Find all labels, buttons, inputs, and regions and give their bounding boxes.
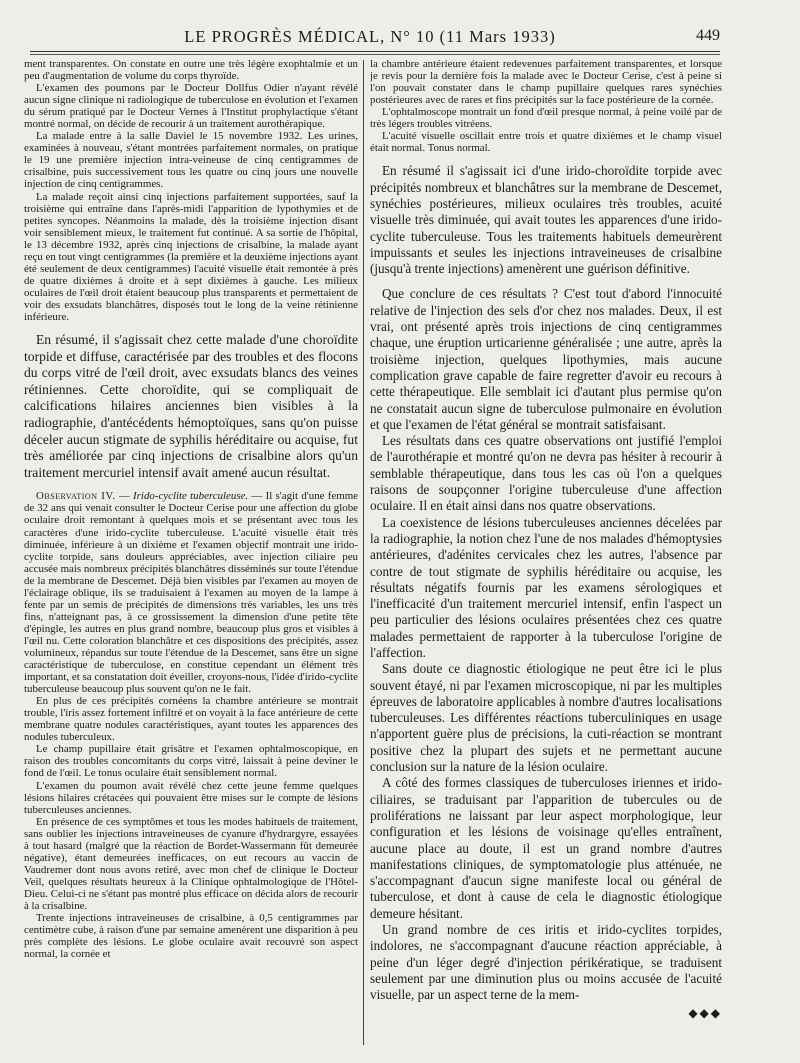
paragraph: En présence de ces symptômes et tous les modes habituels de traitement, sans oublier les injections intraveineuses de cyanure d'hydrargyre, essayées à tout hasard (malgré que la réaction de Bordet-Wassermann fût demeurée négative), étant demeurées inefficaces, on eut recours au vaccin de Vaudremer dont nous avons retiré, avec mon chef de clinique le Docteur Veil, quelques résultats heureux à la Clinique ophtalmologique de l'Hôtel-Dieu. Celui-ci ne s'étant pas montré plus efficace on décida alors de recourir à la crisalbine. (24, 815, 358, 912)
conclusion-paragraph: La coexistence de lésions tuberculeuses anciennes décelées par la radiographie, la notion chez l'une de nos malades d'hémoptysies antérieures, d'adénites cervicales chez les autres, l'absence par contre de tout stigmate de syphilis héréditaire ou acquise, les résultats négatifs fournis par les examens sérologiques et l'inefficacité d'un traitement mercuriel intensif, enfin l'aspect un peu particulier des lésions oculaires présentées chez ces quatre malades permettaient de rapporter à la tuberculose l'origine de l'affection. (370, 514, 722, 660)
summary-paragraph: En résumé il s'agissait ici d'une irido-choroïdite torpide avec précipités nombreux et blanchâtres sur la membrane de Descemet, synéchies postérieures, milieux oculaires très troubles, acuité visuelle très diminuée, qui avait toutes les apparences d'une irido-cyclite tuberculeuse. Tous les traitements habituels demeurèrent impuissants et seules les injections intraveineuses de crisalbine (jusqu'à trente injections) amenèrent une guérison définitive. (370, 163, 722, 277)
left-column (24, 58, 358, 960)
column-divider (363, 60, 364, 1045)
running-header (20, 27, 720, 49)
paragraph: L'acuité visuelle oscillait entre trois et quatre dixièmes et le champ visuel était normal. Tonus normal. (370, 130, 722, 155)
paragraph: Trente injections intraveineuses de crisalbine, à 0,5 centigrammes par centimètre cube, à raison d'une par semaine amenèrent une disparition à peu près complète des lésions. Le globe oculaire avait recouvré son aspect normal, la cornée et (24, 912, 358, 961)
paragraph: En plus de ces précipités cornéens la chambre antérieure se montrait trouble, l'iris assez fortement infiltré et on voyait à la face antérieure de cette membrane quatre nodules caractéristiques, ayant toutes les apparences des nodules tuberculeux. (24, 695, 358, 744)
paragraph: La malade reçoit ainsi cinq injections parfaitement supportées, sauf la troisième qui entraîne dans l'après-midi l'apparition de lypothymies et de petites syncopes. Néanmoins la malade, dès la troisième injection disant voir sensiblement mieux, le traitement fut continué. A sa sortie de l'hôpital, le 13 décembre 1932, après cinq injections de crisalbine, la malade ayant reçu en tout vingt centigrammes (la première et la deuxième injections ayant été seulement de deux centigrammes) l'acuité visuelle était remontée à près de quatre dixièmes à droite et à sept dixièmes à gauche. Les milieux oculaires de l'œil droit étaient beaucoup plus transparents et permettaient de voir des exsudats blanchâtres, disposés tout le long de la veine rétinienne inférieure. (24, 190, 358, 323)
observation-paragraph: Observation IV. — Irido-cyclite tuberculeuse. — Il s'agit d'une femme de 32 ans qui venait consulter le Docteur Cerise pour une affection du globe oculaire droit remontant à quelques mois et se présentant avec tous les caractères d'une irido-cyclite tuberculeuse. L'acuité visuelle était très diminuée, inférieure à un dixième et l'examen objectif montrait une irido-cyclite torpide, sans douleurs appréciables, avec injection ciliaire peu accusée mais nombreux précipités blanchâtres disséminés sur toute l'étendue de la membrane de Descemet. Déjà bien visibles par l'examen au moyen de l'éclairage oblique, ils se traduisaient à l'examen au moyen de la lampe à fente par un semis de précipités de dimensions très variables, les uns très fins, n'atteignant pas, à ce grossissement la dimension d'une petite tête d'épingle, les autres en plus grand nombre, beaucoup plus gros et visibles à l'œil nu. Cette coloration blanchâtre et ces dispositions des précipités, assez volumineux, répandus sur toute l'étendue de la Descemet, sans être un signe caractéristique de tuberculose, en constitue cependant un élément très important, et sa constatation doit éveiller, croyons-nous, l'idée d'irido-cyclite tuberculeuse beaucoup plus souvent qu'on ne le fait. (24, 490, 358, 696)
continuation-mark: ◆◆◆ (688, 1005, 722, 1020)
observation-title: Irido-cyclite tuberculeuse. (133, 490, 249, 503)
paragraph: ment transparentes. On constate en outre une très légère exophtalmie et un peu d'augmentation de volume du corps thyroïde. (24, 58, 358, 83)
paragraph: L'ophtalmoscope montrait un fond d'œil presque normal, à peine voilé par de très légers troubles vitréens. (370, 106, 722, 131)
conclusion-paragraph: A côté des formes classiques de tuberculoses iriennes et irido-ciliaires, se traduisant par l'apparition de tubercules ou de proliférations ne laissant par leur aspect morphologique, leur configuration et les lésions de voisinage qu'elles entraînent, aucune place au doute, il est un grand nombre d'autres manifestations cliniques, de symptomatologie plus atténuée, ne s'accompagnant d'aucun signe manifeste local ou général de tuberculose, et dont à cause de cela le diagnostic étiologique demeure hésitant. (370, 775, 722, 921)
paragraph: la chambre antérieure étaient redevenues parfaitement transparentes, et lorsque je revis pour la dernière fois la malade avec le Docteur Cerise, c'est à peine si l'on pouvait constater dans le champ pupillaire quelques rares synéchies postérieures avec de rares et fins précipités sur la face postérieure de la cornée. (370, 58, 722, 107)
journal-title: LE PROGRÈS MÉDICAL, N° 10 (11 Mars 1933) (184, 27, 556, 46)
observation-body: Il s'agit d'une femme de 32 ans qui venait consulter le Docteur Cerise pour une affection du globe oculaire droit remontant à quelques mois et se présentant avec tous les caractères d'une irido-cyclite tuberculeuse. L'acuité visuelle était très diminuée, inférieure à un dixième et l'examen objectif montrait une irido-cyclite torpide, sans douleurs appréciables, avec injection ciliaire peu accusée mais nombreux précipités blanchâtres disséminés sur toute l'étendue de la membrane de Descemet. Déjà bien visibles par l'examen au moyen de l'éclairage oblique, ils se traduisaient à l'examen au moyen de la lampe à fente par un semis de précipités de dimensions très variables, les uns très fins, n'atteignant pas, à ce grossissement la dimension d'une petite tête d'épingle, les autres en plus grand nombre, beaucoup plus gros et visibles à l'œil nu. Cette coloration blanchâtre et ces dispositions des précipités, assez volumineux, répandus sur toute l'étendue de la Descemet, sans être un signe caractéristique de tuberculose, en constitue cependant un élément très important, et sa constatation doit éveiller, croyons-nous, l'idée d'irido-cyclite tuberculeuse beaucoup plus souvent qu'on ne le fait. (24, 490, 358, 696)
paragraph: L'examen des poumons par le Docteur Dollfus Odier n'ayant révélé aucun signe clinique ni radiologique de tuberculose en évolution et l'examen du sérum pratiqué par le Docteur Vernes à l'Institut prophylactique s'étant montré normal, on décide de recourir à un traitement aurothérapique. (24, 82, 358, 131)
conclusion-paragraph: Que conclure de ces résultats ? C'est tout d'abord l'innocuité relative de l'injection des sels d'or chez nos malades. Deux, il est vrai, ont présenté après trois injections de cinq centigrammes chaque, une éruption urticarienne généralisée ; une autre, après la troisième injection, quelques lipothymies, mais aucune complication grave capable de faire regretter d'avoir eu recours à cette thérapeutique. Elle semblait ici d'autant plus permise qu'on ne constatait aucun signe de tuberculose pulmonaire en évolution et que l'examen de l'état général se montrait satisfaisant. (370, 286, 722, 432)
conclusion-paragraph: Les résultats dans ces quatre observations ont justifié l'emploi de l'aurothérapie et montré qu'on ne devra pas hésiter à recourir à semblable thérapeutique, dans tous les cas où l'on a quelques raisons de soupçonner l'origine tuberculeuse d'une affection oculaire. Il en était ainsi dans nos quatre observations. (370, 433, 722, 514)
page-number: 449 (696, 27, 720, 44)
right-column (370, 58, 722, 1021)
paragraph: La malade entre à la salle Daviel le 15 novembre 1932. Les urines, examinées à nouveau, s'étant montrées parfaitement normales, on pratique le 19 une première injection intra-veineuse de cinq centigrammes de crisalbine, puis successivement tous les quatre ou cinq jours une nouvelle injection de cinq centigrammes. (24, 130, 358, 191)
paragraph: L'examen du poumon avait révélé chez cette jeune femme quelques lésions hilaires crétacées qui pouvaient être mises sur le compte de lésions tuberculeuses anciennes. (24, 779, 358, 816)
conclusion-paragraph: Un grand nombre de ces iritis et irido-cyclites torpides, indolores, ne s'accompagnant d'aucune réaction appréciable, à peine d'un léger degré d'injection périkératique, se traduisent seulement par une diminution plus ou moins accusée de l'acuité visuelle, par un aspect terne de la mem- (370, 922, 722, 1003)
header-rule-thin (30, 54, 720, 55)
conclusion-paragraph: Sans doute ce diagnostic étiologique ne peut être ici le plus souvent étayé, ni par l'examen microscopique, ni par les multiples épreuves de laboratoire applicables à nombre d'autres localisations tuberculeuses. Les différentes réactions tuberculiniques en usage n'apportent guère plus de précisions, la cuti-réaction se montrant positive chez la plupart des sujets et ne permettant aucune conclusion sur la nature de la lésion oculaire. (370, 661, 722, 775)
paragraph: Le champ pupillaire était grisâtre et l'examen ophtalmoscopique, en raison des troubles concomitants du corps vitré, laissait à peine deviner le fond de l'œil. Le tonus oculaire était sensiblement normal. (24, 743, 358, 780)
header-rule (30, 51, 720, 52)
observation-label: Observation IV. (36, 490, 116, 503)
summary-paragraph: En résumé, il s'agissait chez cette malade d'une choroïdite torpide et diffuse, caractérisée par des troubles et des flocons du corps vitré de l'œil droit, avec exsudats blancs des veines rétiniennes. Cette choroïdite, qui se compliquait de calcifications hilaires anciennes bien visibles à la radiographie, d'antécédents hémoptoïques, sans qu'on puisse déceler aucun stigmate de syphilis héréditaire ou acquise, fut très améliorée par cinq injections de crisalbine alors qu'un traitement mercuriel intensif avait amené aucun résultat. (24, 332, 358, 480)
